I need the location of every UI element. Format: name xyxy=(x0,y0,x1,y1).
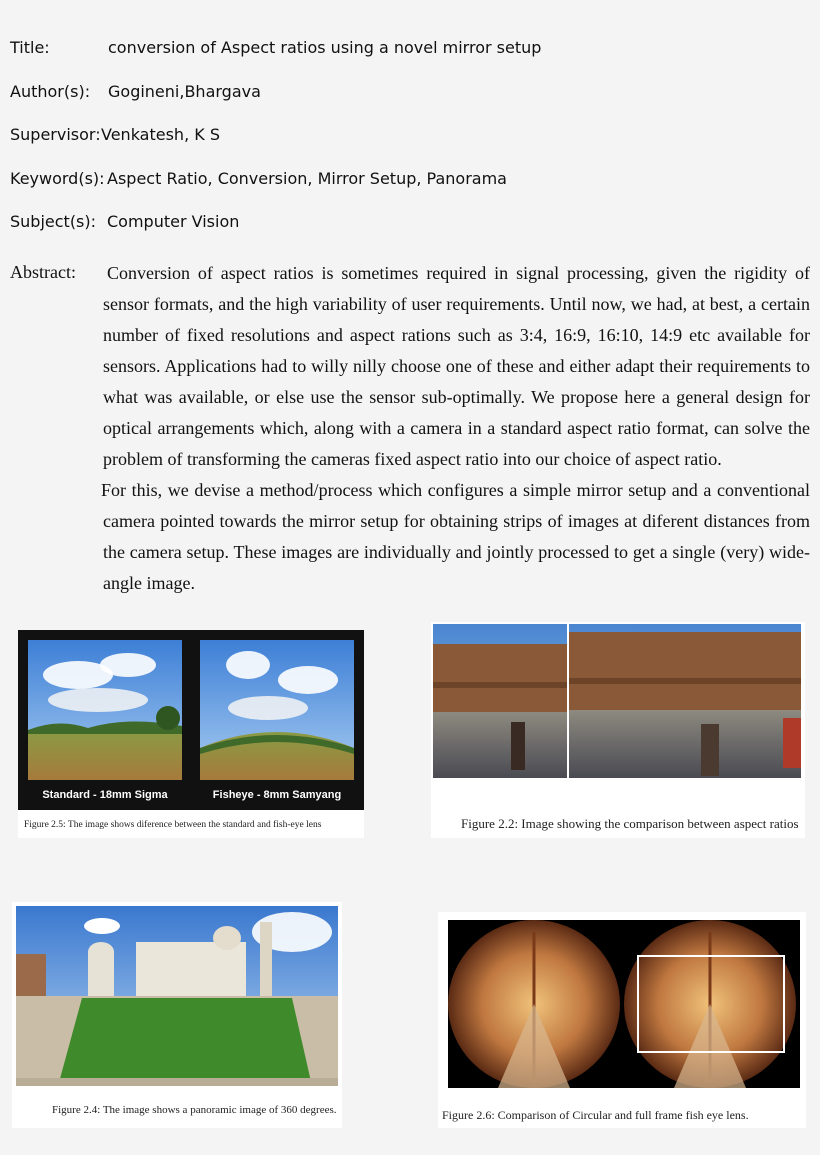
figure-2-4-caption: Figure 2.4: The image shows a panoramic image of 360 degrees. xyxy=(52,1104,337,1116)
author-row xyxy=(10,82,261,102)
figure-2-4 xyxy=(12,902,342,1128)
abstract-paragraph-1: Conversion of aspect ratios is sometimes required in signal processing, given the rigidity of sensor formats, and the high variability of user requirements. Until now, we had, at best, a certain number of fixed resolutions and aspect rations such as 3:4, 16:9, 16:10, 14:9 etc available for sensors. Applications had to willy nilly choose one of these and either adapt their requirements to what was available, or else use the sensor sub-optimally. We propose here a general design for optical arrangements which, along with a camera in a standard aspect ratio format, can solve the problem of transforming the cameras fixed aspect ratio into our choice of aspect ratio. xyxy=(103,263,810,469)
fig25-label-right: Fisheye - 8mm Samyang xyxy=(212,789,342,801)
fig25-label-left: Standard - 18mm Sigma xyxy=(42,789,168,801)
keywords-row xyxy=(10,169,507,189)
subject-label: Subject(s): xyxy=(10,212,97,231)
figure-2-5-image xyxy=(18,630,364,810)
figure-2-4-image xyxy=(12,902,342,1088)
figure-2-6-image xyxy=(438,912,806,1092)
figure-2-5 xyxy=(18,630,364,838)
abstract-body xyxy=(103,258,810,599)
title-row xyxy=(10,38,542,58)
supervisor-value: Venkatesh, K S xyxy=(101,125,220,144)
keywords-value: Aspect Ratio, Conversion, Mirror Setup, Panorama xyxy=(107,169,507,188)
subject-value: Computer Vision xyxy=(107,212,240,231)
figure-2-6-caption: Figure 2.6: Comparison of Circular and full frame fish eye lens. xyxy=(442,1108,749,1122)
figure-2-6 xyxy=(438,912,806,1128)
figure-2-2 xyxy=(431,622,805,838)
author-label: Author(s): xyxy=(10,82,91,101)
supervisor-row xyxy=(10,125,220,145)
keywords-label: Keyword(s): xyxy=(10,169,105,188)
author-value: Gogineni,Bhargava xyxy=(108,82,261,101)
figure-2-2-image xyxy=(431,622,805,782)
title-value: conversion of Aspect ratios using a novel mirror setup xyxy=(108,38,542,57)
abstract-label: Abstract: xyxy=(10,262,76,282)
abstract-paragraph-2: For this, we devise a method/process which configures a simple mirror setup and a conventional camera pointed towards the mirror setup for obtaining strips of images at diferent distances from the camera setup. These images are individually and jointly processed to get a single (very) wide-angle image. xyxy=(101,480,810,593)
subject-row xyxy=(10,212,240,232)
figure-2-2-caption: Figure 2.2: Image showing the comparison between aspect ratios xyxy=(461,816,799,831)
figure-2-5-caption: Figure 2.5: The image shows diference between the standard and fish-eye lens xyxy=(24,820,322,830)
supervisor-label: Supervisor: xyxy=(10,125,101,144)
title-label: Title: xyxy=(10,38,50,57)
